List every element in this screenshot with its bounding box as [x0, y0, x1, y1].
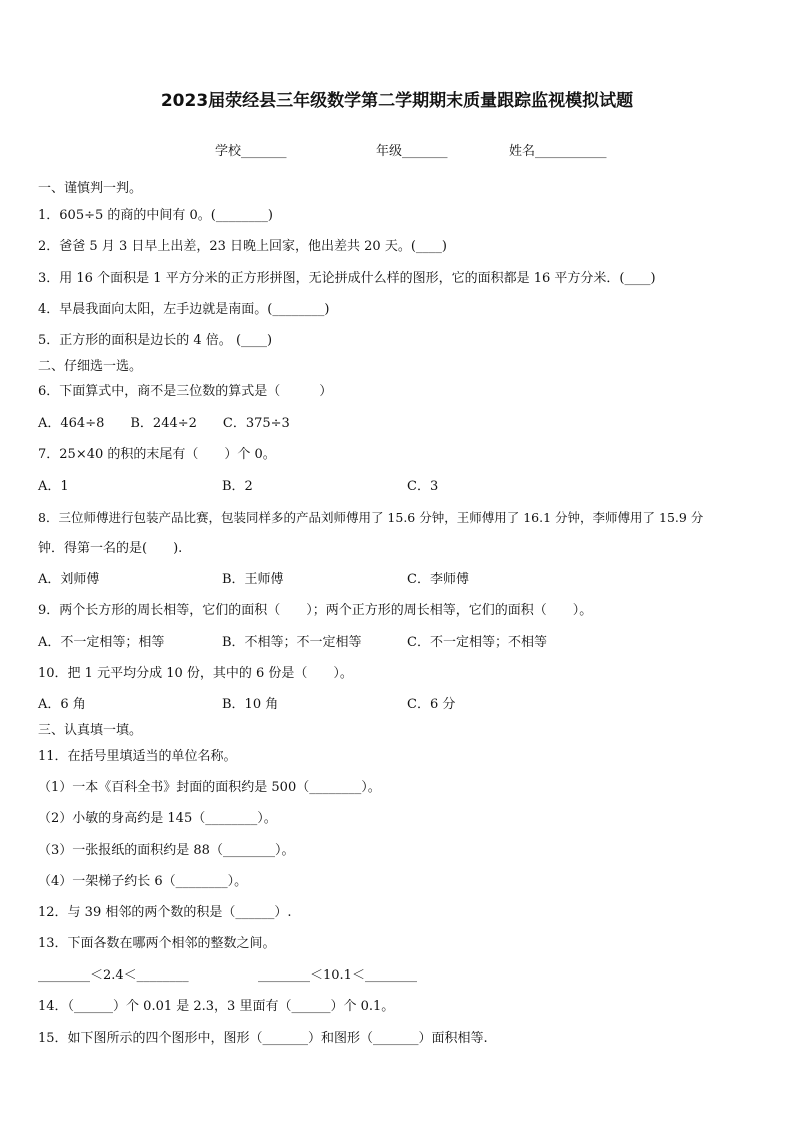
question-6: 6．下面算式中，商不是三位数的算式是（ ） [38, 384, 333, 399]
question-12: 12．与 39 相邻的两个数的积是（______）. [38, 905, 292, 920]
question-7-option-c: C．3 [407, 479, 439, 494]
school-field: 学校_______ [215, 144, 287, 159]
question-6-options: A．464÷8 B．244÷2 C．375÷3 [38, 416, 290, 431]
question-8-line-2: 钟．得第一名的是( ). [38, 541, 183, 556]
question-10-option-b: B．10 角 [222, 697, 279, 712]
question-11-part-3: （3）一张报纸的面积约是 88（________）。 [38, 843, 295, 858]
question-9-option-c: C．不一定相等；不相等 [407, 635, 547, 650]
question-3: 3．用 16 个面积是 1 平方分米的正方形拼图，无论拼成什么样的图形，它的面积都是 16 平方分米．(____) [38, 271, 656, 286]
question-8-option-b: B．王师傅 [222, 572, 284, 587]
question-14: 14．（______）个 0.01 是 2.3，3 里面有（______）个 0.1。 [38, 999, 395, 1014]
question-5: 5．正方形的面积是边长的 4 倍。 (____) [38, 333, 273, 348]
question-2: 2．爸爸 5 月 3 日早上出差，23 日晚上回家，他出差共 20 天。(____) [38, 239, 447, 254]
question-15: 15．如下图所示的四个图形中，图形（_______）和图形（_______）面积相等. [38, 1031, 488, 1046]
question-1: 1．605÷5 的商的中间有 0。(________) [38, 208, 273, 223]
question-7-option-a: A．1 [38, 479, 69, 494]
question-8-option-c: C．李师傅 [407, 572, 469, 587]
question-11-part-2: （2）小敏的身高约是 145（________）。 [38, 811, 277, 826]
question-10: 10．把 1 元平均分成 10 份，其中的 6 份是（ ）。 [38, 666, 353, 681]
question-10-option-a: A．6 角 [38, 697, 86, 712]
question-9-option-b: B．不相等；不一定相等 [222, 635, 362, 650]
section-heading-3: 三、认真填一填。 [38, 723, 143, 738]
question-9-option-a: A．不一定相等；相等 [38, 635, 165, 650]
question-8-option-a: A．刘师傅 [38, 572, 100, 587]
section-heading-1: 一、谨慎判一判。 [38, 181, 143, 196]
question-7: 7．25×40 的积的末尾有（ ）个 0。 [38, 447, 276, 462]
question-13: 13．下面各数在哪两个相邻的整数之间。 [38, 936, 276, 951]
question-13-blank-b: ________＜10.1＜________ [258, 968, 417, 983]
grade-field: 年级_______ [376, 144, 448, 159]
name-field: 姓名___________ [509, 144, 607, 159]
question-4: 4．早晨我面向太阳，左手边就是南面。(________) [38, 302, 330, 317]
page-title: 2023届荥经县三年级数学第二学期期末质量跟踪监视模拟试题 [160, 91, 634, 111]
question-8-line-1: 8．三位师傅进行包装产品比赛，包装同样多的产品刘师傅用了 15.6 分钟，王师傅用了 16.1 分钟，李师傅用了 15.9 分 [38, 510, 704, 525]
question-7-option-b: B．2 [222, 479, 253, 494]
question-13-blank-a: ________＜2.4＜________ [38, 968, 189, 983]
section-heading-2: 二、仔细选一选。 [38, 359, 143, 374]
question-10-option-c: C．6 分 [407, 697, 456, 712]
question-11-part-4: （4）一架梯子约长 6（________）。 [38, 874, 248, 889]
question-9: 9．两个长方形的周长相等，它们的面积（ ）；两个正方形的周长相等，它们的面积（ ）。 [38, 603, 593, 618]
question-11-part-1: （1）一本《百科全书》封面的面积约是 500（________）。 [38, 780, 381, 795]
question-11: 11．在括号里填适当的单位名称。 [38, 749, 237, 764]
